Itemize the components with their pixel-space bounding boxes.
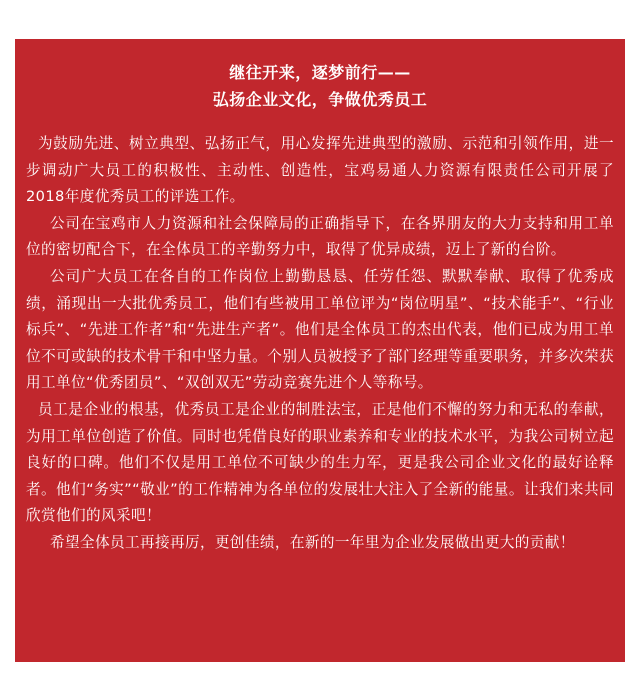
title-line-2: 弘扬企业文化，争做优秀员工 bbox=[212, 90, 428, 109]
title-line-1: 继往开来，逐梦前行—— bbox=[229, 63, 411, 82]
paragraph-1: 为鼓励先进、树立典型、弘扬正气，用心发挥先进典型的激励、示范和引领作用，进一步调动广大员工的积极性、主动性、创造性，宝鸡易通人力资源有限责任公司开展了2018年度优秀员工的评选工作。 bbox=[26, 135, 614, 206]
paragraph-5: 希望全体员工再接再厉，更创佳绩，在新的一年里为企业发展做出更大的贡献！ bbox=[50, 533, 575, 551]
article-card bbox=[15, 39, 625, 662]
article-title bbox=[26, 59, 614, 113]
article-body bbox=[26, 131, 614, 557]
paragraph-2: 公司在宝鸡市人力资源和社会保障局的正确指导下，在各界朋友的大力支持和用工单位的密切配合下，在全体员工的辛勤努力中，取得了优异成绩，迈上了新的台阶。 bbox=[26, 214, 614, 259]
paragraph-4: 员工是企业的根基，优秀员工是企业的制胜法宝，正是他们不懈的努力和无私的奉献，为用工单位创造了价值。同时也凭借良好的职业素养和专业的技术水平，为我公司树立起良好的口碑。他们不仅是用工单位不可缺少的生力军，更是我公司企业文化的最好诠释者。他们“务实”“敬业”的工作精神为各单位的发展壮大注入了全新的能量。让我们来共同欣赏他们的风采吧！ bbox=[26, 400, 614, 525]
paragraph-3: 公司广大员工在各自的工作岗位上勤勤恳恳、任劳任怨、默默奉献、取得了优秀成绩，涌现出一大批优秀员工，他们有些被用工单位评为“岗位明星”、“技术能手”、“行业标兵”、“先进工作者”和“先进生产者”。他们是全体员工的杰出代表，他们已成为用工单位不可或缺的技术骨干和中坚力量。个别人员被授予了部门经理等重要职务，并多次荣获用工单位“优秀团员”、“双创双无”劳动竞赛先进个人等称号。 bbox=[26, 267, 614, 392]
